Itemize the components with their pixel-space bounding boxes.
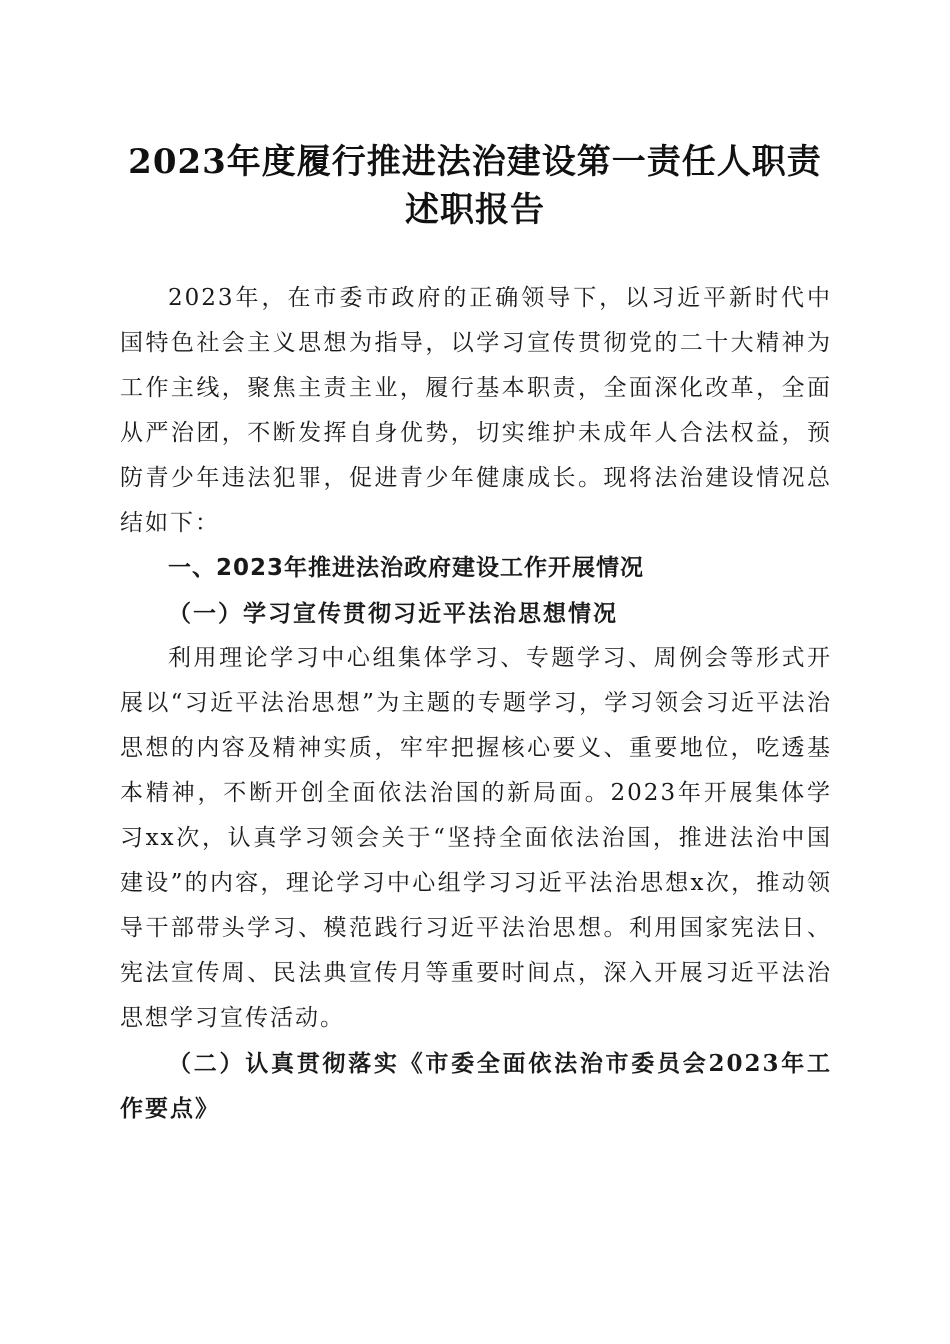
subsection-1-heading: （一）学习宣传贯彻习近平法治思想情况: [168, 600, 618, 627]
title-line-1: 2023年度履行推进法治建设第一责任人职责: [128, 142, 822, 182]
subsection-2-heading: （二）认真贯彻落实《市委全面依法治市委员会2023年工作要点》: [120, 1050, 832, 1122]
document-body: [120, 276, 832, 1131]
document-title: [110, 138, 840, 234]
intro-paragraph: 2023年，在市委市政府的正确领导下，以习近平新时代中国特色社会主义思想为指导，以学习宣传贯彻党的二十大精神为工作主线，聚焦主责主业，履行基本职责，全面深化改革，全面从严治团，不断发挥自身优势，切实维护未成年人合法权益，预防青少年违法犯罪，促进青少年健康成长。现将法治建设情况总结如下：: [120, 285, 832, 536]
subsection-1-paragraph: 利用理论学习中心组集体学习、专题学习、周例会等形式开展以“习近平法治思想”为主题的专题学习，学习领会习近平法治思想的内容及精神实质，牢牢把握核心要义、重要地位，吃透基本精神，不断开创全面依法治国的新局面。2023年开展集体学习xx次，认真学习领会关于“坚持全面依法治国，推进法治中国建设”的内容，理论学习中心组学习习近平法治思想x次，推动领导干部带头学习、模范践行习近平法治思想。利用国家宪法日、宪法宣传周、民法典宣传月等重要时间点，深入开展习近平法治思想学习宣传活动。: [120, 645, 832, 1031]
title-line-2: 述职报告: [405, 190, 545, 230]
section-1-heading: 一、2023年推进法治政府建设工作开展情况: [168, 555, 645, 581]
